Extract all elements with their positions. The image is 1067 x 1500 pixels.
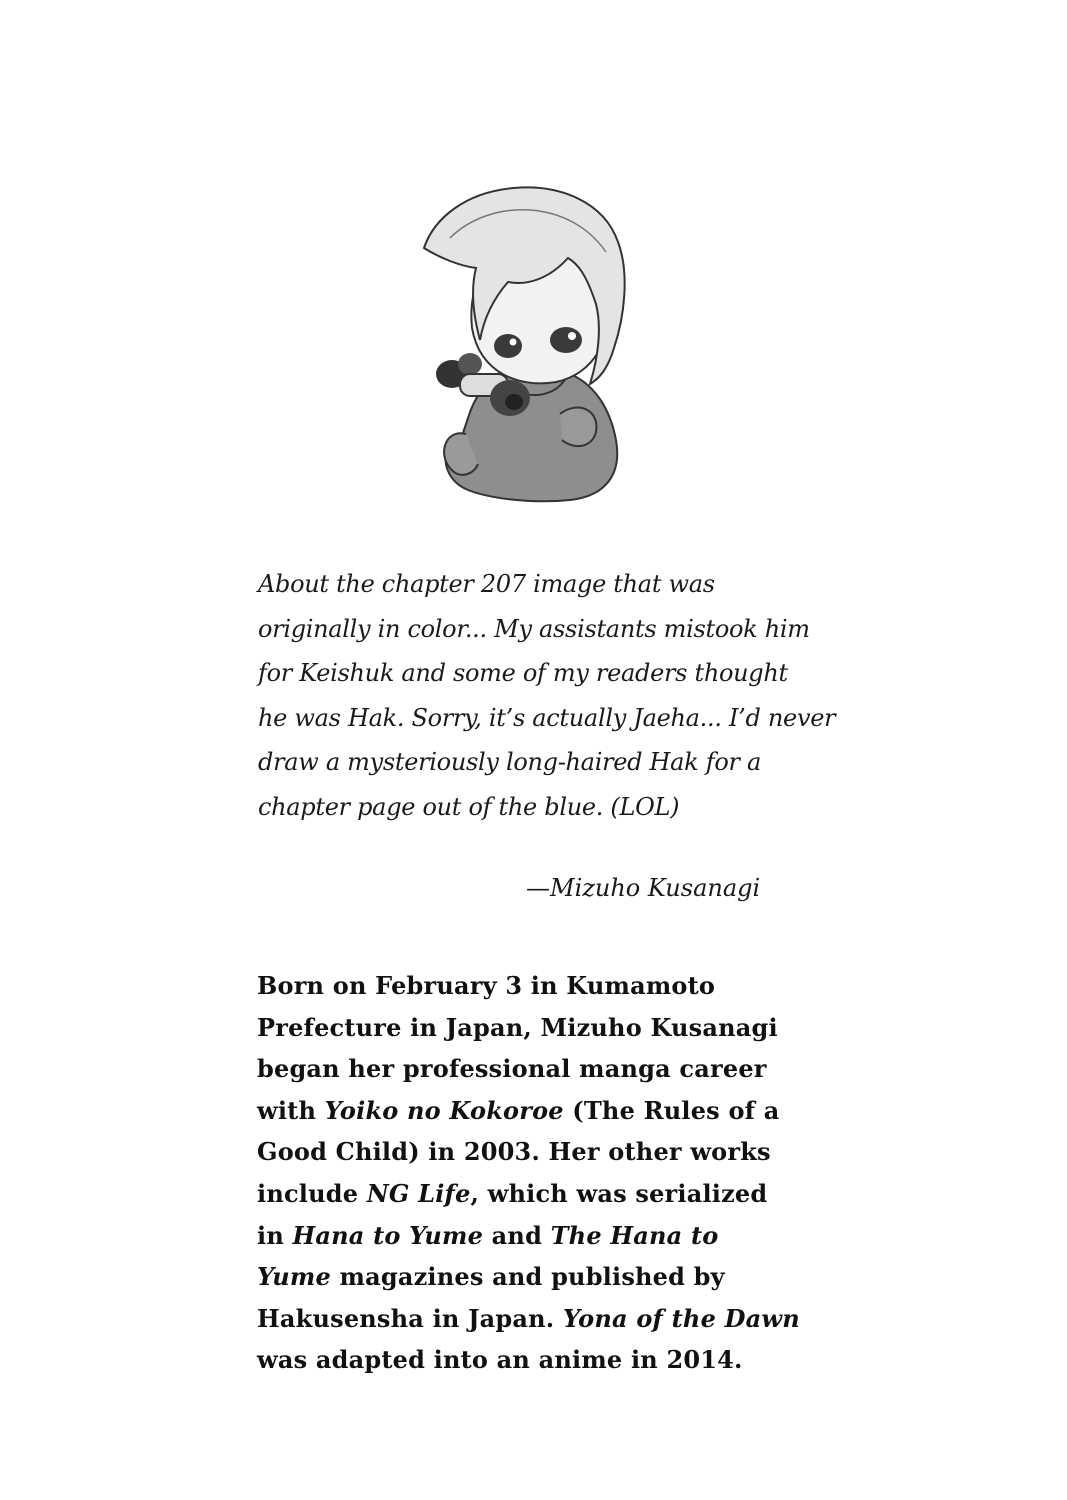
bio-text: include [257, 1178, 367, 1208]
bio-line [257, 1256, 837, 1298]
comment-line: draw a mysteriously long-haired Hak for a [258, 748, 761, 776]
left-eye [494, 334, 522, 358]
bio-line [257, 1173, 837, 1215]
bio-line: was adapted into an anime in 2014. [257, 1345, 743, 1375]
author-biography [257, 965, 837, 1381]
comment-line: he was Hak. Sorry, it’s actually Jaeha... I’d never [258, 703, 836, 732]
work-title: The Hana to [550, 1220, 719, 1250]
bio-line: Born on February 3 in Kumamoto [257, 971, 716, 1000]
author-signature: —Mizuho Kusanagi [526, 874, 761, 902]
bio-line: Prefecture in Japan, Mizuho Kusanagi [257, 1012, 778, 1042]
bio-text: and [483, 1220, 551, 1250]
right-eye [550, 327, 582, 353]
bio-text: magazines and published by [330, 1262, 725, 1292]
bio-line [257, 1090, 837, 1132]
bio-text: Hakusensha in Japan. [257, 1303, 563, 1333]
bio-line [257, 1215, 837, 1257]
work-title: Yona of the Dawn [562, 1303, 800, 1333]
bio-text: (The Rules of a [563, 1095, 780, 1125]
bio-text: with [257, 1095, 325, 1125]
comment-line: chapter page out of the blue. (LOL) [258, 792, 680, 821]
comment-line: About the chapter 207 image that was [258, 570, 715, 598]
work-title: Hana to Yume [292, 1220, 484, 1250]
bio-line [257, 1298, 837, 1340]
comment-line: originally in color... My assistants mistook him [258, 614, 810, 643]
work-title: Yume [257, 1262, 331, 1292]
character-arm [560, 408, 596, 447]
bio-text: , which was serialized [470, 1178, 768, 1208]
author-comment [258, 562, 836, 829]
chibi-character-drawing [410, 178, 650, 518]
comment-line: for Keishuk and some of my readers thought [258, 659, 788, 687]
bio-line: Good Child) in 2003. Her other works [257, 1137, 771, 1167]
work-title: NG Life [366, 1178, 471, 1208]
work-title: Yoiko no Kokoroe [324, 1095, 564, 1125]
chibi-illustration [410, 178, 650, 518]
bio-line: began her professional manga career [257, 1054, 767, 1084]
bio-text: in [257, 1220, 293, 1250]
